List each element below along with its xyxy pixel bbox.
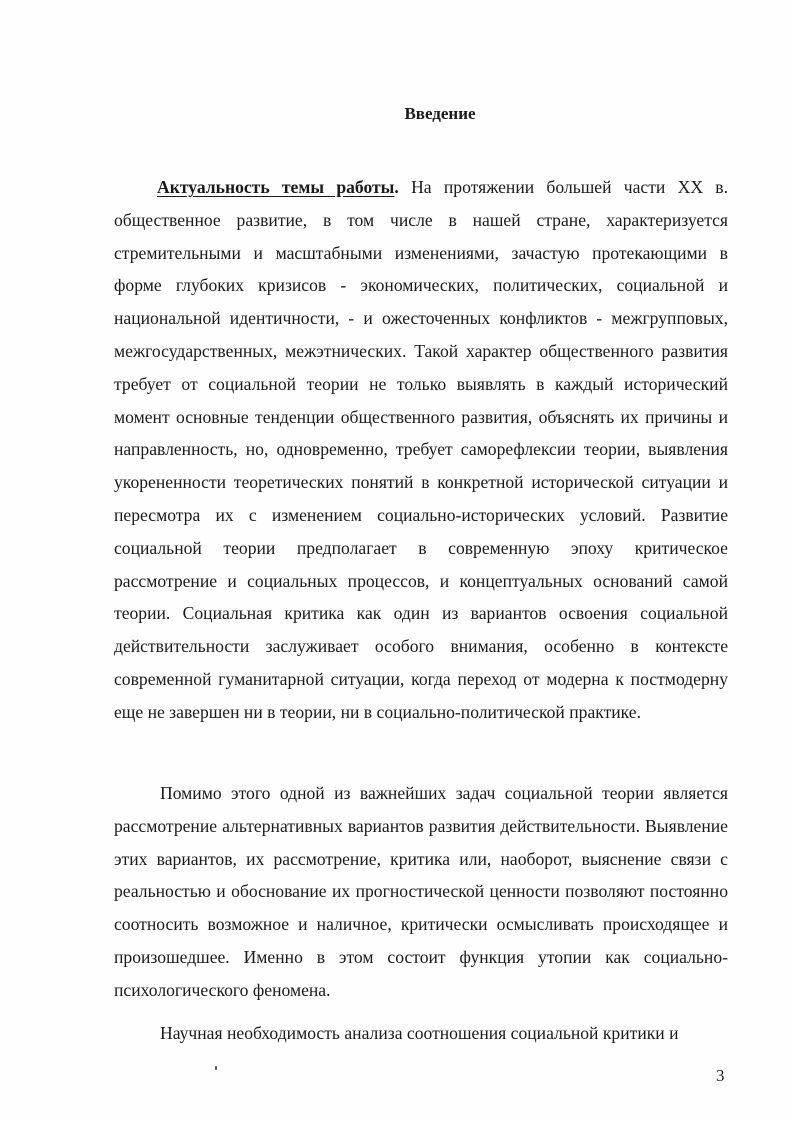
paragraph-relevance [114,171,728,729]
paragraph-text: Помимо этого одной из важнейших задач социальной теории является рассмотрение альтернативных вариантов развития действительности. Выявление этих вариантов, их рассмотрение, критика или, наоборот, выяснение связи с реальностью и обоснование их прогностической ценности позволяют постоянно соотносить возможное и наличное, критически осмысливать происходящее и произошедшее. Именно в этом состоит функция утопии как социально-психологического феномена. [114,783,728,1000]
relevance-lead-period: . [394,177,399,197]
paragraph-text: На протяжении большей части XX в. общественное развитие, в том числе в нашей стране, характеризуется стремительными и масштабными изменениями, зачастую протекающими в форме глубоких кризисов - экономических, политических, социальной и национальной идентичности, - и ожесточенных конфликтов - межгрупповых, межгосударственных, межэтнических. Такой характер общественного развития требует от социальной теории не только выявлять в каждый исторический момент основные тенденции общественного развития, объяснять их причины и направленность, но, одновременно, требует саморефлексии теории, выявления укорененности теоретических понятий в конкретной исторической ситуации и пересмотра их с изменением социально-исторических условий. Развитие социальной теории предполагает в современную эпоху критическое рассмотрение и социальных процессов, и концептуальных оснований самой теории. Социальная критика как один из вариантов освоения социальной действительности заслуживает особого внимания, особенно в контексте современной гуманитарной ситуации, когда переход от модерна к постмодерну еще не завершен ни в теории, ни в социально-политической практике. [114,177,728,722]
section-heading: Введение [404,104,476,123]
page-number: 3 [716,1066,725,1085]
paragraph-necessity [114,1017,728,1050]
paragraph-alternatives [114,777,728,1007]
scan-speck [215,1066,217,1070]
relevance-lead: Актуальность темы работы [157,177,395,197]
paragraph-text: Научная необходимость анализа соотношения социальной критики и [160,1023,679,1043]
